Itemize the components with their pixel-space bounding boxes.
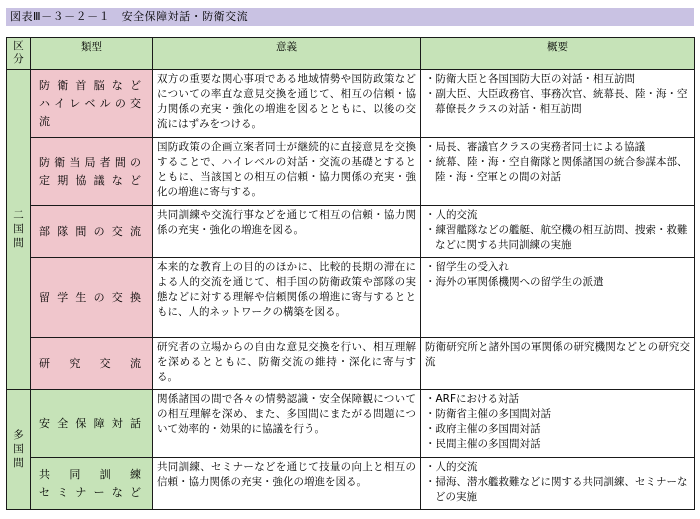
- list-item: ・防衛省主催の多国間対話: [425, 408, 551, 420]
- overview-cell: [421, 206, 695, 258]
- table-row: [7, 390, 695, 458]
- list-item: ・練習艦隊などの艦艇、航空機の相互訪問、捜索・救難などに関する共同訓練の実施: [425, 224, 688, 251]
- list-item: ・統幕、陸・海・空自衛隊と関係諸国の統合参謀本部、陸・海・空軍との間の対話: [425, 156, 688, 183]
- list-item: ・人的交流: [425, 461, 478, 473]
- list-item: ・人的交流: [425, 209, 478, 221]
- category-multilateral: 多国間: [7, 390, 31, 510]
- list-item: ・掃海、潜水艦救難などに関する共同訓練、セミナーなどの実施: [425, 476, 688, 503]
- header-row: [7, 38, 695, 70]
- table-row: [7, 338, 695, 390]
- header-category: 区分: [7, 38, 31, 70]
- type-cell: 研 究 交 流: [31, 338, 153, 390]
- overview-cell: [421, 458, 695, 510]
- overview-cell: [421, 138, 695, 206]
- list-item: ・政府主催の多国間対話: [425, 423, 541, 435]
- figure-title: 図表Ⅲ－３－２－１ 安全保障対話・防衛交流: [6, 8, 694, 26]
- meaning-cell: 関係諸国の間で各々の情勢認識・安全保障観についての相互理解を深め、また、多国間にまたがる問題について効率的・効果的に協議を行う。: [153, 390, 421, 458]
- overview-cell: [421, 70, 695, 138]
- header-overview: 概要: [421, 38, 695, 70]
- type-cell: 共 同 訓 練 セミナーなど: [31, 458, 153, 510]
- table-row: [7, 258, 695, 338]
- type-cell: 防衛首脳など ハイレベルの交流: [31, 70, 153, 138]
- list-item: ・海外の軍関係機関への留学生の派遣: [425, 276, 604, 288]
- list-item: ・留学生の受入れ: [425, 261, 509, 273]
- header-type: 類型: [31, 38, 153, 70]
- overview-cell: [421, 258, 695, 338]
- list-item: ・副大臣、大臣政務官、事務次官、統幕長、陸・海・空幕僚長クラスの対話・相互訪問: [425, 88, 688, 115]
- table-row: [7, 458, 695, 510]
- list-item: ・局長、審議官クラスの実務者同士による協議: [425, 141, 646, 153]
- exchange-table: [6, 37, 695, 510]
- type-cell: 留学生の交換: [31, 258, 153, 338]
- list-item: ・防衛大臣と各国国防大臣の対話・相互訪問: [425, 73, 635, 85]
- meaning-cell: 共同訓練、セミナーなどを通じて技量の向上と相互の信頼・協力関係の充実・強化の増進を図る。: [153, 458, 421, 510]
- meaning-cell: 研究者の立場からの自由な意見交換を行い、相互理解を深めるとともに、防衛交流の維持・深化に寄与する。: [153, 338, 421, 390]
- table-row: [7, 206, 695, 258]
- type-cell: 安全保障対話: [31, 390, 153, 458]
- meaning-cell: 双方の重要な関心事項である地域情勢や国防政策などについての率直な意見交換を通じて、相互の信頼・協力関係の充実・強化の増進を図るとともに、以後の交流にはずみをつける。: [153, 70, 421, 138]
- list-item: ・ARFにおける対話: [425, 393, 520, 405]
- category-bilateral: 二国間: [7, 70, 31, 390]
- meaning-cell: 共同訓練や交流行事などを通じて相互の信頼・協力関係の充実・強化の増進を図る。: [153, 206, 421, 258]
- type-cell: 部隊間の交流: [31, 206, 153, 258]
- meaning-cell: 本来的な教育上の目的のほかに、比較的長期の滞在による人的交流を通じて、相手国の防衛政策や部隊の実態などに対する理解や信頼関係の増進に寄与するとともに、人的ネットワークの構築を図る。: [153, 258, 421, 338]
- type-cell: 防衛当局者間の 定期協議など: [31, 138, 153, 206]
- meaning-cell: 国防政策の企画立案者同士が継続的に直接意見を交換することで、ハイレベルの対話・交流の基礎とするとともに、当該国との相互の信頼・協力関係の充実・強化の増進に寄与する。: [153, 138, 421, 206]
- overview-cell: [421, 390, 695, 458]
- header-meaning: 意義: [153, 38, 421, 70]
- overview-cell: 防衛研究所と諸外国の軍関係の研究機関などとの研究交流: [421, 338, 695, 390]
- table-row: [7, 138, 695, 206]
- table-row: [7, 70, 695, 138]
- list-item: ・民間主催の多国間対話: [425, 438, 541, 450]
